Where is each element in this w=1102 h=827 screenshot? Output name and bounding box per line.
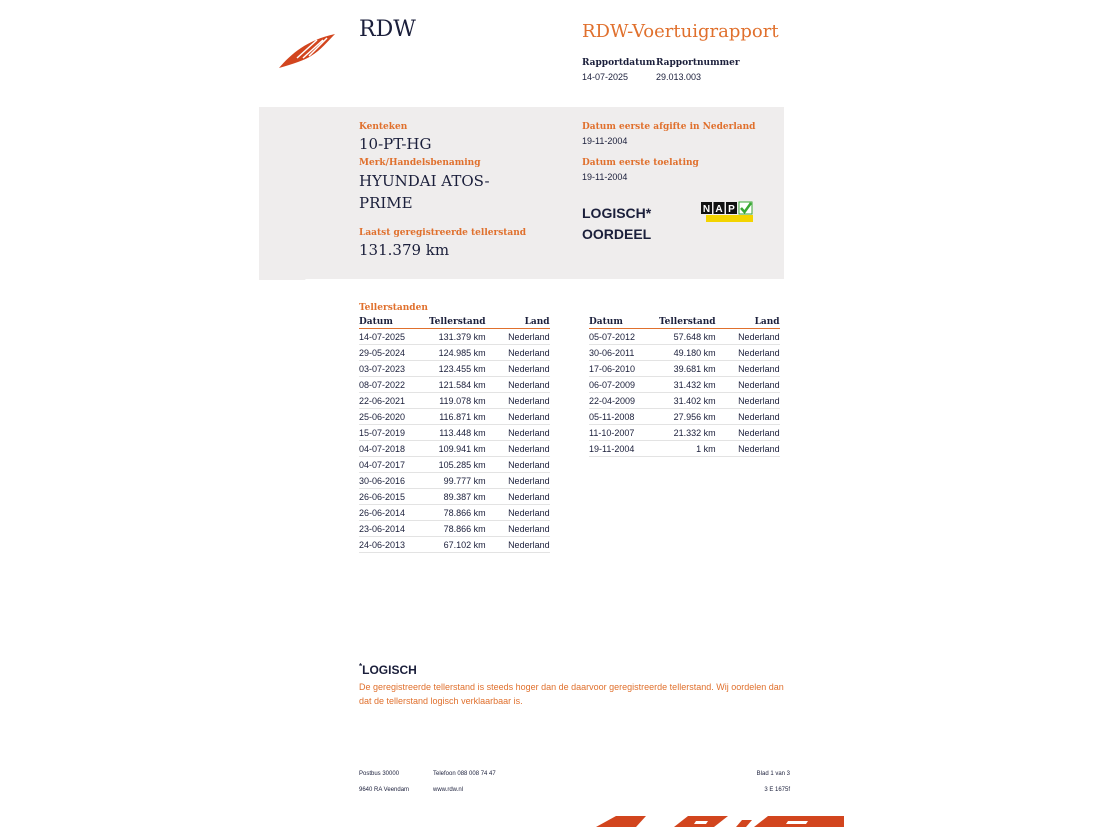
reading-odometer: 116.871 km bbox=[429, 409, 486, 425]
table-row bbox=[359, 425, 550, 441]
table-row bbox=[589, 329, 780, 345]
table-row bbox=[359, 473, 550, 489]
make-value-line2: PRIME bbox=[359, 194, 413, 212]
reading-date: 23-06-2014 bbox=[359, 521, 429, 537]
odometer-label: Laatst geregistreerde tellerstand bbox=[359, 228, 527, 238]
table-header-row bbox=[589, 316, 780, 329]
footer-address: 9640 RA Veendam bbox=[359, 787, 410, 793]
readings-table-left bbox=[359, 316, 550, 553]
reading-date: 05-11-2008 bbox=[589, 409, 659, 425]
column-header-odometer: Tellerstand bbox=[429, 316, 486, 327]
table-row bbox=[359, 521, 550, 537]
table-row bbox=[359, 393, 550, 409]
reading-date: 17-06-2010 bbox=[589, 361, 659, 377]
make-label: Merk/Handelsbenaming bbox=[359, 158, 481, 168]
footer-document-code: 3 E 1675f bbox=[764, 787, 790, 793]
reading-date: 04-07-2018 bbox=[359, 441, 429, 457]
reading-date: 26-06-2014 bbox=[359, 505, 429, 521]
nap-letter-p: P bbox=[728, 204, 735, 215]
reading-date: 05-07-2012 bbox=[589, 329, 659, 345]
reading-odometer: 21.332 km bbox=[659, 425, 716, 441]
first-issue-nl-value: 19-11-2004 bbox=[582, 136, 628, 146]
footnote-title-text: LOGISCH bbox=[362, 663, 417, 677]
brand-name: RDW bbox=[359, 17, 416, 42]
reading-country: Nederland bbox=[716, 425, 780, 441]
table-row bbox=[589, 425, 780, 441]
nap-letter-a: A bbox=[715, 204, 723, 215]
reading-odometer: 99.777 km bbox=[429, 473, 486, 489]
reading-country: Nederland bbox=[486, 345, 550, 361]
reading-date: 26-06-2015 bbox=[359, 489, 429, 505]
nap-logo-icon bbox=[701, 201, 753, 223]
reading-country: Nederland bbox=[716, 441, 780, 457]
reading-country: Nederland bbox=[716, 409, 780, 425]
plate-value: 10-PT-HG bbox=[359, 135, 432, 153]
table-row bbox=[359, 329, 550, 345]
verdict-line2: OORDEEL bbox=[582, 226, 652, 242]
table-row bbox=[359, 505, 550, 521]
first-admission-value: 19-11-2004 bbox=[582, 172, 628, 182]
reading-odometer: 124.985 km bbox=[429, 345, 486, 361]
nap-letter-n: N bbox=[702, 204, 711, 215]
column-header-country: Land bbox=[486, 316, 550, 329]
reading-country: Nederland bbox=[486, 441, 550, 457]
reading-odometer: 67.102 km bbox=[429, 537, 486, 553]
column-header-country: Land bbox=[716, 316, 780, 329]
reading-date: 08-07-2022 bbox=[359, 377, 429, 393]
table-row bbox=[589, 345, 780, 361]
reading-odometer: 109.941 km bbox=[429, 441, 486, 457]
reading-odometer: 31.432 km bbox=[659, 377, 716, 393]
table-row bbox=[589, 441, 780, 457]
table-row bbox=[359, 361, 550, 377]
reading-odometer: 119.078 km bbox=[429, 393, 486, 409]
reading-country: Nederland bbox=[486, 537, 550, 553]
reading-odometer: 31.402 km bbox=[659, 393, 716, 409]
reading-date: 04-07-2017 bbox=[359, 457, 429, 473]
report-number: 29.013.003 bbox=[656, 72, 702, 82]
reading-date: 25-06-2020 bbox=[359, 409, 429, 425]
footnote-star: * bbox=[359, 662, 363, 671]
reading-country: Nederland bbox=[716, 345, 780, 361]
reading-odometer: 89.387 km bbox=[429, 489, 486, 505]
footer-page-number: Blad 1 van 3 bbox=[756, 771, 790, 777]
report-title: RDW-Voertuigrapport bbox=[582, 21, 779, 42]
readings-table-right bbox=[589, 316, 780, 457]
reading-date: 30-06-2016 bbox=[359, 473, 429, 489]
reading-country: Nederland bbox=[486, 473, 550, 489]
reading-country: Nederland bbox=[486, 329, 550, 345]
table-row bbox=[359, 457, 550, 473]
report-date-label: Rapportdatum bbox=[582, 58, 656, 68]
reading-odometer: 39.681 km bbox=[659, 361, 716, 377]
report-date: 14-07-2025 bbox=[582, 72, 629, 82]
reading-odometer: 113.448 km bbox=[429, 425, 486, 441]
reading-country: Nederland bbox=[716, 393, 780, 409]
table-row bbox=[359, 537, 550, 553]
reading-country: Nederland bbox=[486, 393, 550, 409]
table-row bbox=[589, 393, 780, 409]
reading-date: 03-07-2023 bbox=[359, 361, 429, 377]
readings-title: Tellerstanden bbox=[359, 303, 428, 313]
rdw-logo-icon bbox=[277, 30, 337, 70]
reading-odometer: 78.866 km bbox=[429, 505, 486, 521]
summary-panel bbox=[259, 107, 784, 279]
reading-odometer: 121.584 km bbox=[429, 377, 486, 393]
make-value-line1: HYUNDAI ATOS- bbox=[359, 172, 490, 190]
summary-panel-tab bbox=[259, 268, 315, 280]
footnote-title bbox=[359, 662, 417, 677]
table-row bbox=[359, 409, 550, 425]
reading-country: Nederland bbox=[486, 361, 550, 377]
reading-date: 19-11-2004 bbox=[589, 441, 659, 457]
reading-country: Nederland bbox=[486, 409, 550, 425]
footnote-text: De geregistreerde tellerstand is steeds hoger dan de daarvoor geregistreerde tellerstand. Wij oordelen dan dat de tellerstand logisch verklaarbaar is. bbox=[359, 682, 784, 706]
reading-date: 22-04-2009 bbox=[589, 393, 659, 409]
reading-odometer: 1 km bbox=[659, 441, 716, 457]
first-issue-nl-label: Datum eerste afgifte in Nederland bbox=[582, 122, 756, 132]
reading-date: 15-07-2019 bbox=[359, 425, 429, 441]
verdict bbox=[582, 203, 682, 245]
reading-country: Nederland bbox=[716, 361, 780, 377]
odometer-value: 131.379 km bbox=[359, 241, 450, 259]
table-row bbox=[589, 377, 780, 393]
reading-date: 14-07-2025 bbox=[359, 329, 429, 345]
reading-country: Nederland bbox=[486, 377, 550, 393]
table-row bbox=[589, 409, 780, 425]
reading-date: 24-06-2013 bbox=[359, 537, 429, 553]
footer-website-link[interactable]: www.rdw.nl bbox=[433, 787, 464, 793]
reading-odometer: 27.956 km bbox=[659, 409, 716, 425]
column-header-odometer: Tellerstand bbox=[659, 316, 716, 327]
reading-odometer: 131.379 km bbox=[429, 329, 486, 345]
reading-country: Nederland bbox=[486, 425, 550, 441]
table-row bbox=[359, 441, 550, 457]
reading-date: 11-10-2007 bbox=[589, 425, 659, 441]
reading-country: Nederland bbox=[486, 457, 550, 473]
report-number-label: Rapportnummer bbox=[656, 58, 740, 68]
reading-date: 22-06-2021 bbox=[359, 393, 429, 409]
reading-odometer: 78.866 km bbox=[429, 521, 486, 537]
reading-odometer: 57.648 km bbox=[659, 329, 716, 345]
reading-odometer: 123.455 km bbox=[429, 361, 486, 377]
reading-odometer: 105.285 km bbox=[429, 457, 486, 473]
plate-label: Kenteken bbox=[359, 122, 408, 132]
column-header-date: Datum bbox=[359, 316, 429, 329]
reading-date: 06-07-2009 bbox=[589, 377, 659, 393]
reading-country: Nederland bbox=[486, 521, 550, 537]
footer-postbus: Postbus 30000 bbox=[359, 771, 400, 777]
table-row bbox=[359, 345, 550, 361]
table-row bbox=[589, 361, 780, 377]
reading-country: Nederland bbox=[486, 489, 550, 505]
reading-country: Nederland bbox=[716, 377, 780, 393]
footer-phone: Telefoon 088 008 74 47 bbox=[433, 771, 496, 777]
reading-date: 29-05-2024 bbox=[359, 345, 429, 361]
first-admission-label: Datum eerste toelating bbox=[582, 158, 699, 168]
column-header-date: Datum bbox=[589, 316, 659, 329]
table-header-row bbox=[359, 316, 550, 329]
verdict-line1: LOGISCH* bbox=[582, 205, 652, 221]
reading-odometer: 49.180 km bbox=[659, 345, 716, 361]
reading-country: Nederland bbox=[486, 505, 550, 521]
reading-country: Nederland bbox=[716, 329, 780, 345]
table-row bbox=[359, 377, 550, 393]
footer-stripes-decoration bbox=[596, 816, 844, 827]
reading-date: 30-06-2011 bbox=[589, 345, 659, 361]
table-row bbox=[359, 489, 550, 505]
